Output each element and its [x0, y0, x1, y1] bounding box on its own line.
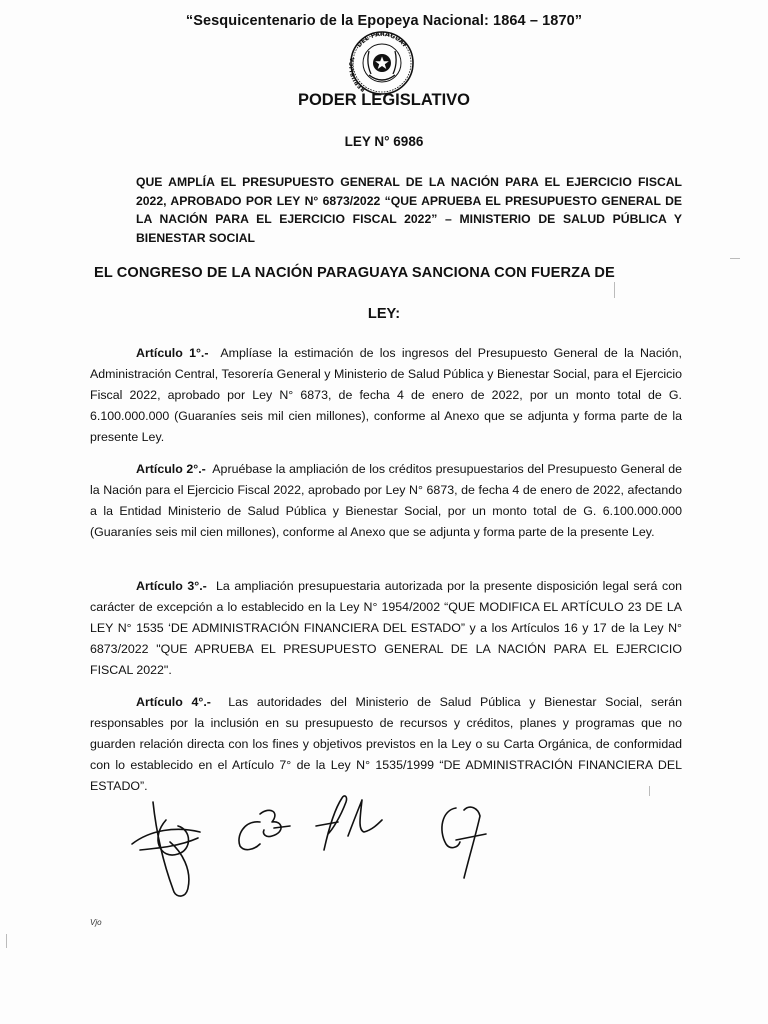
enacting-clause: EL CONGRESO DE LA NACIÓN PARAGUAYA SANCIONA CON FUERZA DE [94, 265, 615, 281]
article-4-text: Las autoridades del Ministerio de Salud Pública y Bienestar Social, serán responsables por la inclusión en su presupuesto de recursos y créditos, planes y programas que no guarden relación directa con los fines y objetivos previstos en la Ley o su Carta Orgánica, de conformidad con lo establecido en el Artículo 7° de la Ley N° 1535/1999 “DE ADMINISTRACIÓN FINANCIERA DEL ESTADO”. [90, 695, 683, 793]
article-1-label: Artículo 1°.- [136, 346, 209, 360]
article-3-label: Artículo 3°.- [136, 579, 207, 593]
article-3-text: La ampliación presupuestaria autorizada por la presente disposición legal será con carácter de excepción a lo establecido en la Ley N° 1954/2002 “QUE MODIFICA EL ARTÍCULO 23 DE LA LEY N° 1535 ‘DE ADMINISTRACIÓN FINANCIERA DEL ESTADO” y a los Artículos 16 y 17 de la Ley N° 6873/2022 "QUE APRUEBA EL PRESUPUESTO GENERAL DE LA NACIÓN PARA EL EJERCICIO FISCAL 2022". [90, 579, 682, 677]
article-3 [90, 576, 682, 681]
signatures [120, 790, 540, 900]
svg-text:REPUBLICA: REPUBLICA [349, 57, 367, 93]
signature-3 [316, 796, 382, 850]
institution-heading: PODER LEGISLATIVO [297, 91, 471, 109]
enacting-word: LEY: [367, 306, 401, 322]
footer-initials: Vjo [90, 918, 102, 927]
signature-1 [132, 802, 200, 896]
law-title: QUE AMPLÍA EL PRESUPUESTO GENERAL DE LA NACIÓN PARA EL EJERCICIO FISCAL 2022, APROBADO POR LEY N° 6873/2022 “QUE APRUEBA EL PRESUPUESTO GENERAL DE LA NACIÓN PARA EL EJERCICIO FISCAL 2022” – MINISTERIO DE SALUD PÚBLICA Y BIENESTAR SOCIAL [136, 175, 682, 245]
scan-speck [614, 282, 615, 298]
article-4-label: Artículo 4°.- [136, 695, 211, 709]
scan-speck [649, 786, 650, 796]
article-2-label: Artículo 2°.- [136, 462, 206, 476]
national-seal-icon [342, 30, 422, 96]
scan-speck [730, 258, 740, 259]
commemorative-motto: “Sesquicentenario de la Epopeya Nacional: 1864 – 1870” [185, 13, 583, 29]
signature-2 [239, 810, 290, 849]
law-number: LEY N° 6986 [344, 134, 424, 149]
article-1 [90, 343, 682, 448]
article-1-text: Amplíase la estimación de los ingresos del Presupuesto General de la Nación, Administración Central, Tesorería General y Ministerio de Salud Pública y Bienestar Social, para el Ejercicio Fiscal 2022, aprobado por Ley N° 6873, de fecha 4 de enero de 2022, por un monto total de G. 6.100.000.000 (Guaraníes seis mil cien millones), conforme al Anexo que se adjunta y forma parte de la presente Ley. [90, 346, 682, 444]
scan-speck [6, 934, 7, 948]
svg-text:DEL PARAGUAY: DEL PARAGUAY [355, 30, 409, 50]
article-2 [90, 459, 682, 543]
article-2-text: Apruébase la ampliación de los créditos presupuestarios del Presupuesto General de la Nación para el Ejercicio Fiscal 2022, aprobado por Ley N° 6873, de fecha 4 de enero de 2022, afectando a la Entidad Ministerio de Salud Pública y Bienestar Social, por un monto total de G. 6.100.000.000 (Guaraníes seis mil cien millones), conforme al Anexo que se adjunta y forma parte de la presente Ley. [90, 462, 683, 539]
signature-4 [442, 807, 486, 878]
article-4 [90, 692, 682, 797]
